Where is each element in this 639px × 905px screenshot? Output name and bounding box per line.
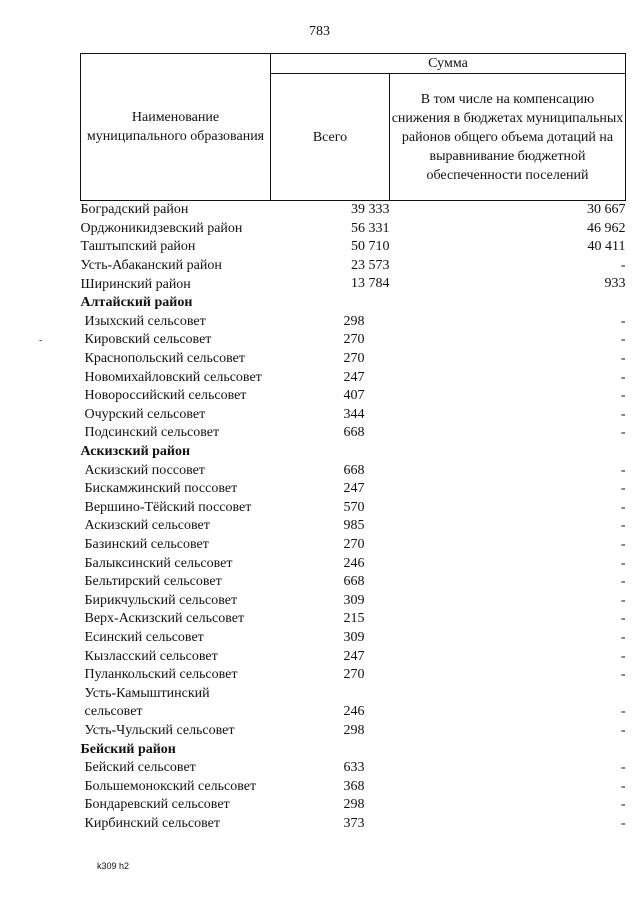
row-total: 309 <box>343 592 365 608</box>
table-row <box>81 815 626 834</box>
row-name: Усть-Чульский сельсовет <box>84 722 235 738</box>
table-row <box>81 647 626 666</box>
row-total: 215 <box>343 611 365 627</box>
row-compensation: 933 <box>604 276 626 292</box>
row-compensation: - <box>620 555 626 571</box>
row-compensation: - <box>620 629 626 645</box>
table-row <box>81 777 626 796</box>
page-number: 783 <box>309 24 330 39</box>
row-total <box>271 443 390 462</box>
row-compensation: - <box>620 667 626 683</box>
table-row <box>81 480 626 499</box>
row-name: Усть-Камыштинский <box>84 685 210 701</box>
row-compensation: 40 411 <box>587 239 626 255</box>
row-total: 13 784 <box>351 276 390 292</box>
district-header-row <box>81 443 626 462</box>
row-total: 246 <box>343 555 365 571</box>
row-name: Новомихайловский сельсовет <box>84 369 262 385</box>
row-name: Бейский район <box>80 741 176 757</box>
row-name: Очурский сельсовет <box>84 406 206 422</box>
row-total <box>271 740 390 759</box>
row-total: 270 <box>343 667 365 683</box>
table-row <box>81 573 626 592</box>
row-compensation <box>390 684 626 703</box>
table-row <box>81 722 626 741</box>
row-name: Бирикчульский сельсовет <box>84 592 238 608</box>
row-name: Аскизский район <box>80 444 191 460</box>
row-total: 246 <box>343 704 365 720</box>
dotation-table <box>80 53 626 833</box>
row-compensation: - <box>620 648 626 664</box>
table-row <box>81 275 626 294</box>
row-compensation: 30 667 <box>587 202 626 217</box>
row-name: Таштыпский район <box>80 239 196 255</box>
row-total: 39 333 <box>351 202 390 217</box>
row-compensation: - <box>620 351 626 367</box>
row-total: 368 <box>343 778 365 794</box>
table-row <box>81 238 626 257</box>
row-name: Большемонокский сельсовет <box>84 778 257 794</box>
row-name: Верх-Аскизский сельсовет <box>84 611 245 627</box>
row-total: 247 <box>343 369 365 385</box>
row-total: 668 <box>343 462 365 478</box>
row-total: 270 <box>343 536 365 552</box>
row-total: 407 <box>343 388 365 404</box>
row-total <box>271 684 390 703</box>
table-row <box>81 424 626 443</box>
row-name: Кызласский сельсовет <box>84 648 218 664</box>
row-total: 309 <box>343 629 365 645</box>
table-row <box>81 406 626 425</box>
row-name: Бейский сельсовет <box>84 760 196 776</box>
row-compensation: - <box>620 499 626 515</box>
table-row <box>81 461 626 480</box>
row-total: 23 573 <box>351 257 390 273</box>
table-row <box>81 554 626 573</box>
row-compensation: - <box>620 369 626 385</box>
row-compensation <box>390 443 626 462</box>
row-name: Аскизский сельсовет <box>84 518 210 534</box>
row-compensation: - <box>620 257 626 273</box>
row-name: Изыхский сельсовет <box>84 313 206 329</box>
row-name: Аскизский поссовет <box>84 462 205 478</box>
header-compensation: В том числе на компенсацию снижения в бюджетах муниципальных районов общего объема дотаций на выравнивание бюджетной обеспеченности поселений <box>390 74 626 201</box>
row-compensation: - <box>620 722 626 738</box>
row-name: Ширинский район <box>80 276 191 292</box>
table-row <box>81 368 626 387</box>
row-name: Бискамжинский поссовет <box>84 481 238 497</box>
row-compensation <box>390 740 626 759</box>
row-total: 50 710 <box>351 239 390 255</box>
table-row <box>81 610 626 629</box>
row-total: 668 <box>343 574 365 590</box>
row-compensation: - <box>620 760 626 776</box>
table-row <box>81 257 626 276</box>
row-name: Пуланкольский сельсовет <box>84 667 238 683</box>
table-row <box>81 703 626 722</box>
stray-mark: - <box>39 335 43 346</box>
row-compensation: - <box>620 704 626 720</box>
table-row <box>81 350 626 369</box>
row-total: 985 <box>343 518 365 534</box>
table-row <box>81 220 626 239</box>
table-row <box>81 796 626 815</box>
row-compensation: - <box>620 574 626 590</box>
row-name: Базинский сельсовет <box>84 536 209 552</box>
row-compensation: - <box>620 388 626 404</box>
row-compensation: - <box>620 462 626 478</box>
row-name: Боградский район <box>80 202 189 218</box>
footer-code: k309 h2 <box>97 861 130 871</box>
row-total: 373 <box>343 815 365 831</box>
table-row <box>81 684 626 703</box>
table-row <box>81 591 626 610</box>
row-total: 298 <box>343 797 365 813</box>
district-header-row <box>81 740 626 759</box>
row-compensation: - <box>620 481 626 497</box>
row-name: Подсинский сельсовет <box>84 425 220 441</box>
header-name: Наименование муниципального образования <box>81 54 271 201</box>
table-row <box>81 629 626 648</box>
row-compensation: - <box>620 592 626 608</box>
row-total: 298 <box>343 313 365 329</box>
row-total: 270 <box>343 332 365 348</box>
header-sum: Сумма <box>271 54 626 74</box>
row-name: Бондаревский сельсовет <box>84 797 230 813</box>
table-row <box>81 759 626 778</box>
row-total: 298 <box>343 722 365 738</box>
table-row <box>81 536 626 555</box>
row-name: Вершино-Тёйский поссовет <box>84 499 252 515</box>
row-name: Кирбинский сельсовет <box>84 815 220 831</box>
row-total: 344 <box>343 406 365 422</box>
row-compensation: - <box>620 536 626 552</box>
row-compensation: - <box>620 611 626 627</box>
row-compensation: - <box>620 778 626 794</box>
table-row <box>81 201 626 220</box>
row-compensation: 46 962 <box>587 220 626 236</box>
row-total: 668 <box>343 425 365 441</box>
row-total: 633 <box>343 760 365 776</box>
row-total: 270 <box>343 351 365 367</box>
row-name: Орджоникидзевский район <box>80 220 243 236</box>
row-total: 570 <box>343 499 365 515</box>
row-compensation <box>390 294 626 313</box>
row-name: Балыксинский сельсовет <box>84 555 233 571</box>
row-name: Краснопольский сельсовет <box>84 351 245 367</box>
table-row <box>81 499 626 518</box>
row-name: сельсовет <box>84 704 143 720</box>
table-row <box>81 666 626 685</box>
row-compensation: - <box>620 518 626 534</box>
row-compensation: - <box>620 797 626 813</box>
row-compensation: - <box>620 425 626 441</box>
table-row <box>81 313 626 332</box>
row-compensation: - <box>620 406 626 422</box>
row-total <box>271 294 390 313</box>
row-name: Алтайский район <box>80 295 193 311</box>
table-header <box>81 54 626 201</box>
table-row <box>81 331 626 350</box>
row-total: 56 331 <box>351 220 390 236</box>
row-name: Новороссийский сельсовет <box>84 388 247 404</box>
row-total: 247 <box>343 648 365 664</box>
district-header-row <box>81 294 626 313</box>
row-compensation: - <box>620 313 626 329</box>
row-name: Бельтирский сельсовет <box>84 574 222 590</box>
row-name: Усть-Абаканский район <box>80 258 222 274</box>
table-row <box>81 517 626 536</box>
row-name: Кировский сельсовет <box>84 332 212 348</box>
header-total: Всего <box>271 74 390 201</box>
table-body <box>81 201 626 834</box>
table-row <box>81 387 626 406</box>
row-name: Есинский сельсовет <box>84 629 204 645</box>
row-compensation: - <box>620 332 626 348</box>
row-compensation: - <box>620 815 626 831</box>
row-total: 247 <box>343 481 365 497</box>
